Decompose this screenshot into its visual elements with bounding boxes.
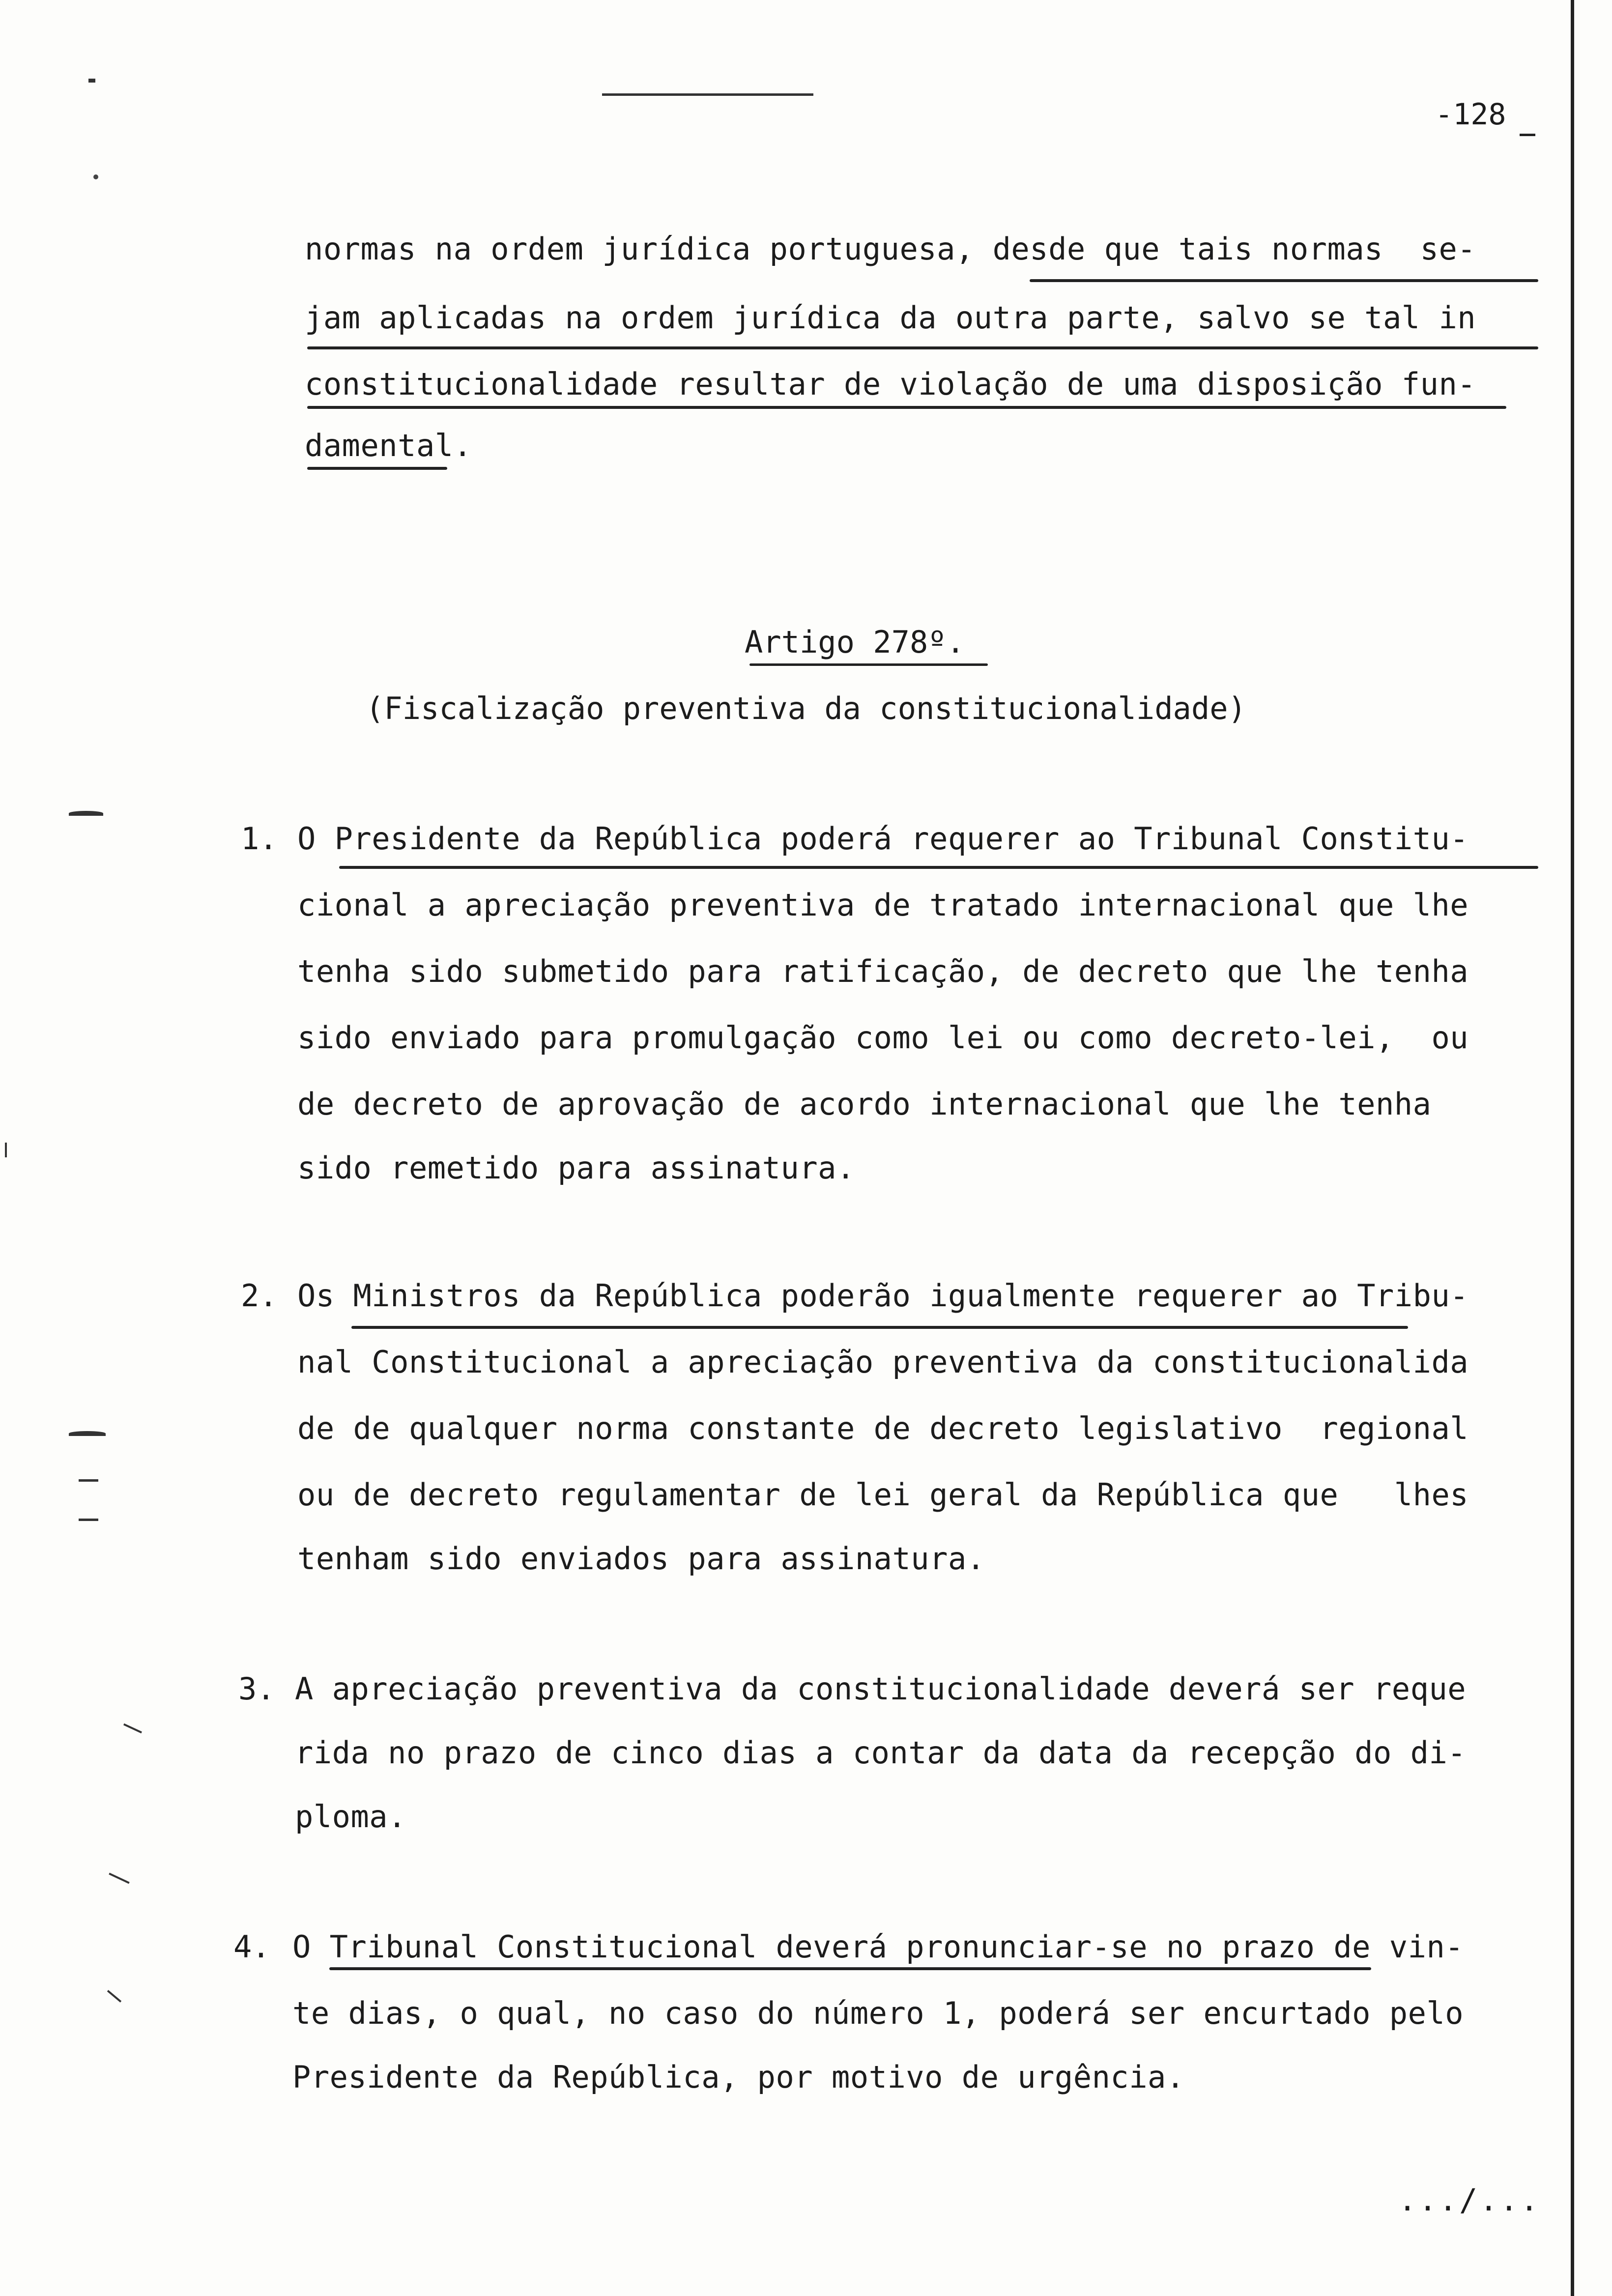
margin-dot xyxy=(93,174,98,179)
margin-rule xyxy=(1571,0,1574,2296)
continuation-line: damental. xyxy=(305,428,472,463)
underline xyxy=(307,467,447,470)
underline xyxy=(351,1326,1408,1329)
continuation-line: normas na ordem jurídica portuguesa, desde que tais normas se- xyxy=(305,231,1476,267)
underline xyxy=(329,1967,1371,1970)
underline xyxy=(339,866,1538,869)
margin-mark xyxy=(5,1143,7,1157)
page-number: -128 xyxy=(1435,97,1506,132)
item-line: ploma. xyxy=(295,1799,406,1835)
item-line: Presidente da República, por motivo de urgência. xyxy=(292,2059,1185,2095)
item-line: te dias, o qual, no caso do número 1, poderá ser encurtado pelo xyxy=(292,1995,1464,2031)
underline xyxy=(1030,279,1538,282)
margin-mark xyxy=(88,79,95,83)
page-number-tick xyxy=(1520,134,1535,136)
continuation-line: constitucionalidade resultar de violação de uma disposição fun- xyxy=(305,366,1476,402)
article-title: Artigo 278º. xyxy=(745,624,965,660)
underline xyxy=(307,406,1506,409)
item-line: sido remetido para assinatura. xyxy=(297,1150,855,1186)
underline xyxy=(307,346,1538,349)
margin-mark xyxy=(69,811,103,816)
continuation-line: jam aplicadas na ordem jurídica da outra parte, salvo se tal in xyxy=(305,300,1476,336)
item-line: O Presidente da República poderá requerer ao Tribunal Constitu- xyxy=(297,821,1469,857)
margin-mark xyxy=(79,1519,98,1521)
margin-mark xyxy=(109,1873,129,1884)
item-number: 4. xyxy=(233,1929,270,1965)
margin-mark xyxy=(79,1479,98,1482)
margin-mark xyxy=(107,1990,121,2003)
item-number: 3. xyxy=(238,1671,275,1707)
item-line: de de qualquer norma constante de decreto legislativo regional xyxy=(297,1410,1469,1446)
top-dash xyxy=(602,93,813,96)
item-line: ou de decreto regulamentar de lei geral da República que lhes xyxy=(297,1477,1469,1513)
item-line: A apreciação preventiva da constitucionalidade deverá ser reque xyxy=(295,1671,1467,1707)
margin-mark xyxy=(69,1431,106,1436)
item-line: O Tribunal Constitucional deverá pronunciar-se no prazo de vin- xyxy=(292,1929,1464,1965)
item-line: cional a apreciação preventiva de tratado internacional que lhe xyxy=(297,887,1469,923)
item-number: 2. xyxy=(241,1278,278,1314)
continuation-mark: .../... xyxy=(1398,2182,1541,2218)
item-number: 1. xyxy=(241,821,278,857)
item-line: tenha sido submetido para ratificação, de decreto que lhe tenha xyxy=(297,953,1469,989)
item-line: sido enviado para promulgação como lei ou como decreto-lei, ou xyxy=(297,1020,1469,1056)
article-subtitle: (Fiscalização preventiva da constitucionalidade) xyxy=(366,690,1246,726)
item-line: de decreto de aprovação de acordo internacional que lhe tenha xyxy=(297,1086,1432,1122)
item-line: rida no prazo de cinco dias a contar da data da recepção do di- xyxy=(295,1735,1467,1771)
item-line: Os Ministros da República poderão igualmente requerer ao Tribu- xyxy=(297,1278,1469,1314)
article-title-underline xyxy=(749,663,988,666)
item-line: nal Constitucional a apreciação preventiva da constitucionalida xyxy=(297,1344,1469,1380)
margin-mark xyxy=(123,1723,142,1734)
item-line: tenham sido enviados para assinatura. xyxy=(297,1541,985,1577)
